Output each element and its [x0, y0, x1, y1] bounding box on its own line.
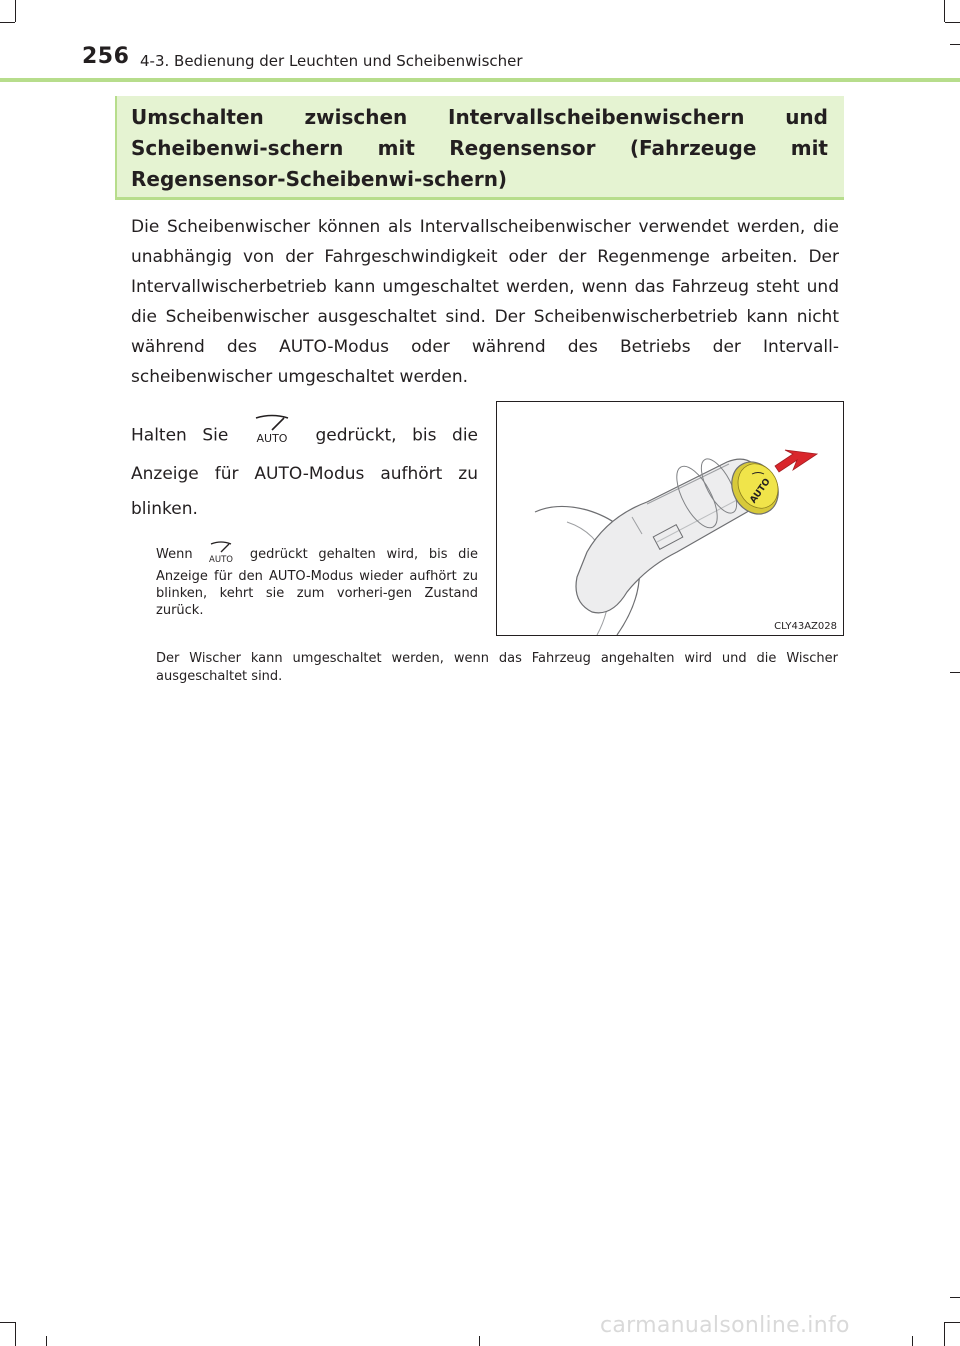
- note-reset: [156, 541, 478, 619]
- intro-paragraph: Die Scheibenwischer können als Intervallscheibenwischer verwendet werden, die unabhängig von der Fahrgeschwindigkeit oder der Regenmenge arbeiten. Der Intervallwischerbetrieb kann umgeschaltet werden, wenn das Fahrzeug steht und die Scheibenwischer ausgeschaltet sind. Der Scheibenwischerbetrieb kann nicht während des AUTO-Modus oder während des Betriebs der Intervall-scheibenwischer umgeschaltet werden.: [131, 217, 839, 387]
- watermark: carmanualsonline.info: [600, 1313, 850, 1338]
- step-text-after: gedrückt, bis die Anzeige für AUTO-Modus aufhört zu blinken.: [131, 425, 479, 519]
- step-instruction: [131, 414, 478, 527]
- figure-code: CLY43AZ028: [774, 621, 837, 632]
- chapter-title: 4-3. Bedienung der Leuchten und Scheibenwischer: [140, 52, 523, 70]
- section-title: Umschalten zwischen Intervallscheibenwischern und Scheibenwi-schern mit Regensensor (Fahrzeuge mit Regensensor-Scheibenwi-schern): [131, 105, 828, 191]
- crop-mark: [950, 672, 960, 673]
- wiper-auto-icon: [203, 541, 239, 568]
- crop-mark: [950, 44, 960, 45]
- crop-mark: [15, 0, 16, 22]
- crop-mark: [944, 0, 945, 22]
- crop-mark: [0, 1322, 15, 1323]
- crop-mark: [944, 1322, 945, 1346]
- header-divider: [0, 78, 960, 82]
- crop-mark: [945, 1322, 960, 1323]
- crop-mark: [46, 1336, 47, 1346]
- arrow-indicator: [775, 450, 817, 472]
- note1-text-before: Wenn: [156, 547, 193, 562]
- wiper-switch-illustration: [497, 402, 843, 635]
- wiper-auto-icon: [244, 414, 300, 457]
- auto-button-label: AUTO: [748, 476, 773, 506]
- crop-mark: [950, 1297, 960, 1298]
- crop-mark: [0, 22, 15, 23]
- wiper-auto-icon-label: AUTO: [256, 432, 288, 444]
- crop-mark: [15, 1322, 16, 1346]
- page-number: 256: [82, 44, 130, 69]
- wiper-switch-figure: [496, 401, 844, 636]
- crop-mark: [945, 22, 960, 23]
- crop-mark: [479, 1336, 480, 1346]
- section-heading-box: [115, 96, 844, 200]
- wiper-auto-icon-label: AUTO: [209, 555, 234, 563]
- note-condition: Der Wischer kann umgeschaltet werden, wenn das Fahrzeug angehalten wird und die Wischer ausgeschaltet sind.: [156, 651, 838, 684]
- step-text-before: Halten Sie: [131, 425, 229, 446]
- crop-mark: [912, 1336, 913, 1346]
- note1-text-after: gedrückt gehalten wird, bis die Anzeige für den AUTO-Modus wieder aufhört zu blinken, kehrt sie zum vorheri-gen Zustand zurück.: [156, 547, 478, 618]
